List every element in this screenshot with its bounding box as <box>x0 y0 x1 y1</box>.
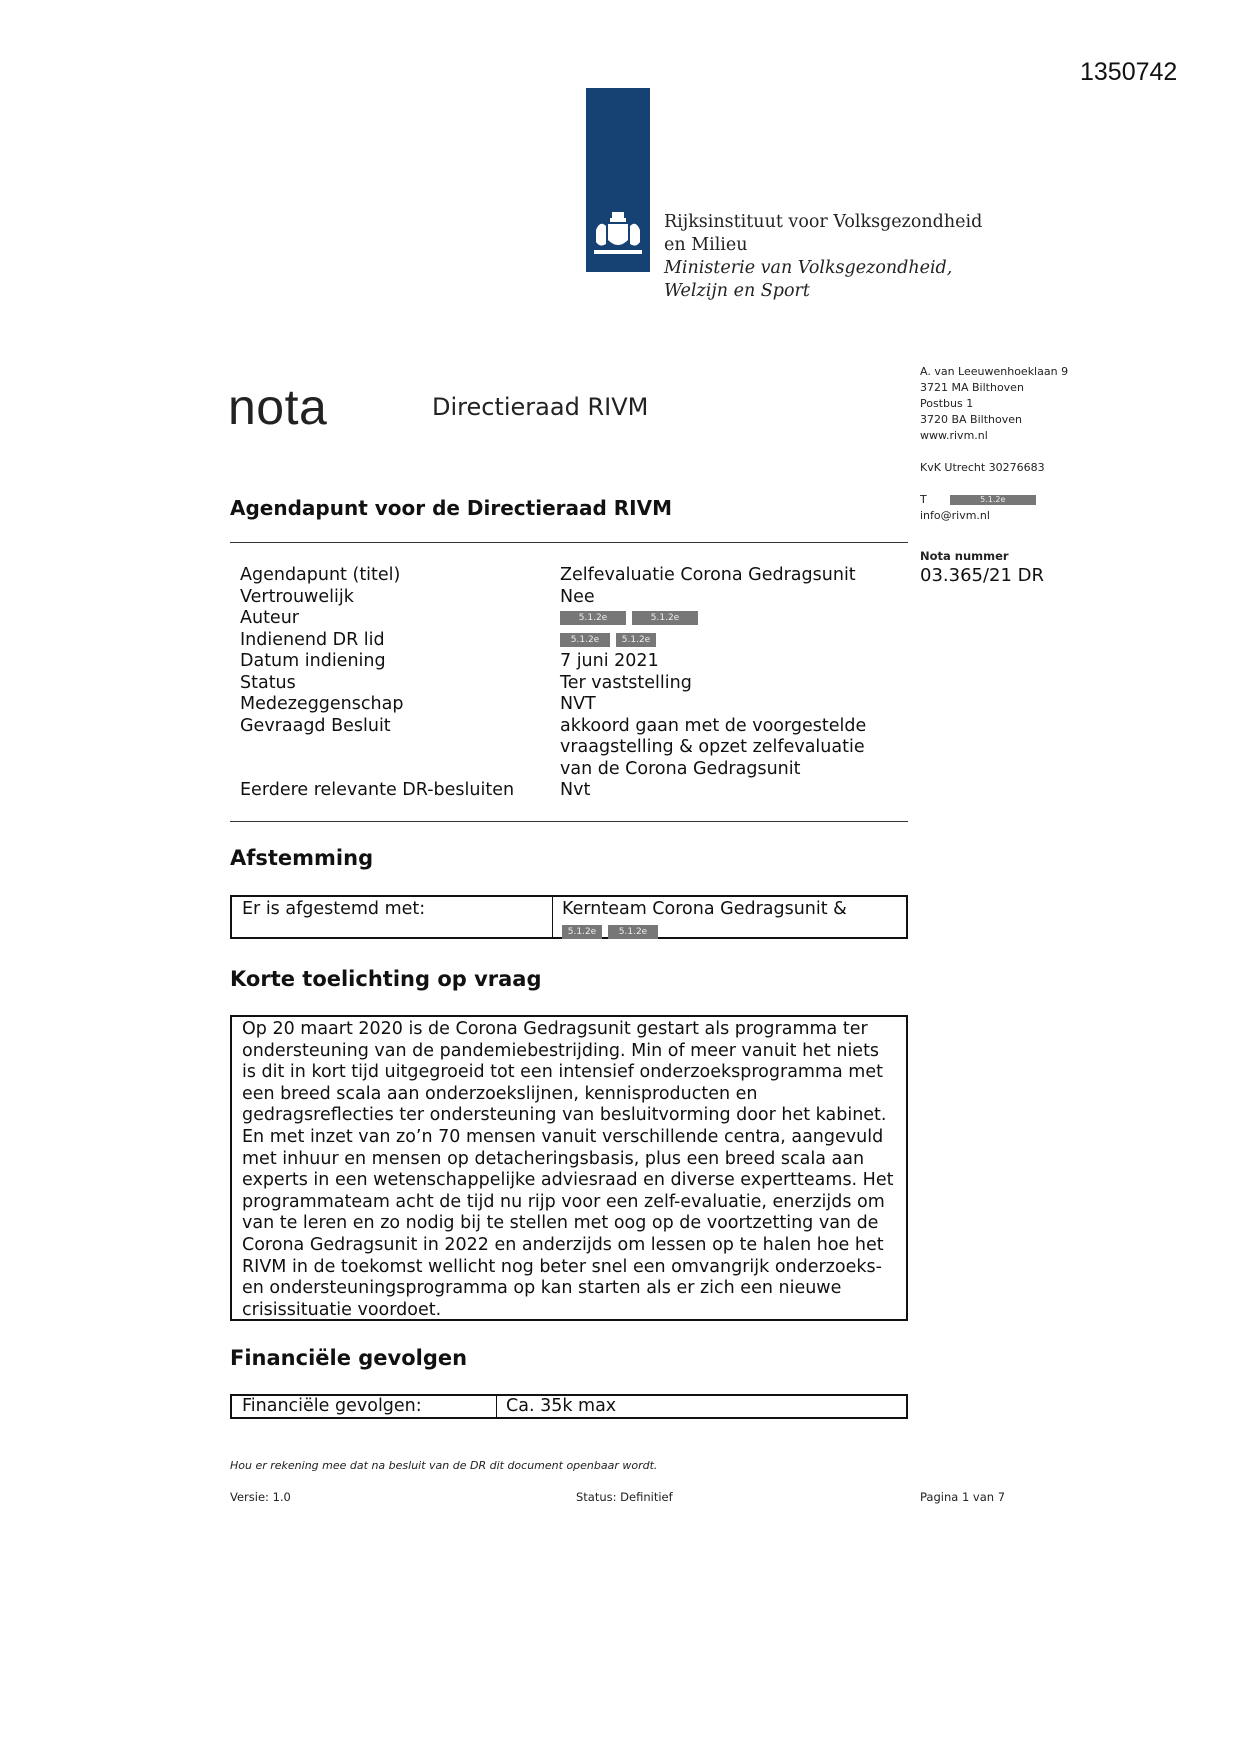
page-title: Directieraad RIVM <box>432 393 649 421</box>
phone-label: T <box>920 493 927 506</box>
address-postbus: Postbus 1 <box>920 397 974 410</box>
crest-icon <box>588 208 648 260</box>
afstemming-label: Er is afgestemd met: <box>242 899 426 919</box>
info-label: Auteur <box>240 608 299 628</box>
kvk-number: KvK Utrecht 30276683 <box>920 461 1045 474</box>
footer-status: Status: Definitief <box>576 1490 673 1504</box>
info-value: Zelfevaluatie Corona Gedragsunit <box>560 565 856 585</box>
info-label: Agendapunt (titel) <box>240 565 401 585</box>
nota-heading: nota <box>228 379 328 435</box>
redaction-box: 5.1.2e <box>608 925 658 939</box>
info-label: Gevraagd Besluit <box>240 715 391 736</box>
redaction-box: 5.1.2e <box>616 633 656 647</box>
info-row-medezeggenschap <box>240 694 890 716</box>
financieel-label: Financiële gevolgen: <box>242 1396 422 1416</box>
nota-nummer-label: Nota nummer <box>920 549 1009 563</box>
divider <box>230 542 908 543</box>
info-row-auteur <box>240 608 890 630</box>
info-value: akkoord gaan met de voorgestelde vraagstelling & opzet zelfevaluatie van de Corona Gedragsunit <box>560 715 867 779</box>
info-value: Nee <box>560 586 595 607</box>
financieel-value: Ca. 35k max <box>506 1396 617 1416</box>
phone-line <box>920 492 1036 508</box>
divider <box>230 821 908 822</box>
address-block <box>920 364 1068 444</box>
info-label: Indienend DR lid <box>240 629 385 650</box>
info-label: Medezeggenschap <box>240 694 404 714</box>
redaction-box: 5.1.2e <box>560 633 610 647</box>
info-label: Eerdere relevante DR-besluiten <box>240 780 515 800</box>
toelichting-heading: Korte toelichting op vraag <box>230 967 542 991</box>
ministry-line2: Welzijn en Sport <box>664 281 810 301</box>
afstemming-table <box>230 895 908 939</box>
agenda-heading: Agendapunt voor de Directieraad RIVM <box>230 496 672 520</box>
redaction-box: 5.1.2e <box>950 495 1036 505</box>
address-website[interactable]: www.rivm.nl <box>920 429 988 442</box>
afstemming-heading: Afstemming <box>230 846 374 870</box>
org-name-line2: en Milieu <box>664 235 748 255</box>
info-row-eerdere <box>240 780 890 802</box>
afstemming-value: Kernteam Corona Gedragsunit & <box>562 899 847 919</box>
org-name-line1: Rijksinstituut voor Volksgezondheid <box>664 212 983 232</box>
info-value: NVT <box>560 694 596 714</box>
info-label: Datum indiening <box>240 651 386 671</box>
info-row-titel <box>240 565 890 587</box>
address-postcode: 3721 MA Bilthoven <box>920 381 1024 394</box>
document-number: 1350742 <box>1080 58 1178 86</box>
info-label: Vertrouwelijk <box>240 586 354 607</box>
info-row-besluit <box>240 716 890 781</box>
address-postbus-city: 3720 BA Bilthoven <box>920 413 1022 426</box>
redaction-box: 5.1.2e <box>560 611 626 625</box>
info-value <box>560 630 890 652</box>
info-value <box>560 608 890 630</box>
info-row-indienend <box>240 630 890 652</box>
ministry-line1: Ministerie van Volksgezondheid, <box>664 258 953 278</box>
financieel-table <box>230 1394 908 1419</box>
afstemming-redactions <box>562 921 664 940</box>
table-divider <box>552 897 553 937</box>
address-street: A. van Leeuwenhoeklaan 9 <box>920 365 1069 378</box>
info-value: Ter vaststelling <box>560 672 692 693</box>
info-row-datum <box>240 651 890 673</box>
info-value: Nvt <box>560 780 591 800</box>
nota-nummer-value: 03.365/21 DR <box>920 565 1045 586</box>
redaction-box: 5.1.2e <box>562 925 602 939</box>
financieel-heading: Financiële gevolgen <box>230 1346 468 1370</box>
info-row-vertrouwelijk <box>240 587 890 609</box>
footer-versie: Versie: 1.0 <box>230 1490 291 1504</box>
info-row-status <box>240 673 890 695</box>
disclaimer: Hou er rekening mee dat na besluit van de DR dit document openbaar wordt. <box>230 1459 658 1472</box>
agenda-info-table <box>240 565 890 802</box>
footer-pagina: Pagina 1 van 7 <box>920 1490 1006 1504</box>
info-label: Status <box>240 672 296 693</box>
table-divider <box>496 1396 497 1417</box>
redaction-box: 5.1.2e <box>632 611 698 625</box>
toelichting-text: Op 20 maart 2020 is de Corona Gedragsunit gestart als programma ter ondersteuning van de pandemiebestrijding. Min of meer vanuit het niets is dit in kort tijd uitgegroeid tot een intensief onderzoeksprogramma met een breed scala aan onderzoekslijnen, kennisproducten en gedragsreflecties ter ondersteuning van besluitvorming door het kabinet. En met inzet van zo’n 70 mensen vanuit verschillende centra, aangevuld met inhuur en mensen op detacheringsbasis, plus een breed scala aan experts in een wetenschappelijke adviesraad en diverse expertteams. Het programmateam acht de tijd nu rijp voor een zelf-evaluatie, enerzijds om van te leren en zo nodig bij te stellen met oog op de voortzetting van de Corona Gedragsunit in 2022 en anderzijds om lessen op te halen hoe het RIVM in de toekomst wellicht nog beter snel een omvangrijk onderzoeks- en ondersteuningsprogramma op kan starten als er zich een nieuwe crisissituatie voordoet. <box>230 1015 908 1321</box>
info-value: 7 juni 2021 <box>560 651 659 671</box>
email-link[interactable]: info@rivm.nl <box>920 509 990 522</box>
